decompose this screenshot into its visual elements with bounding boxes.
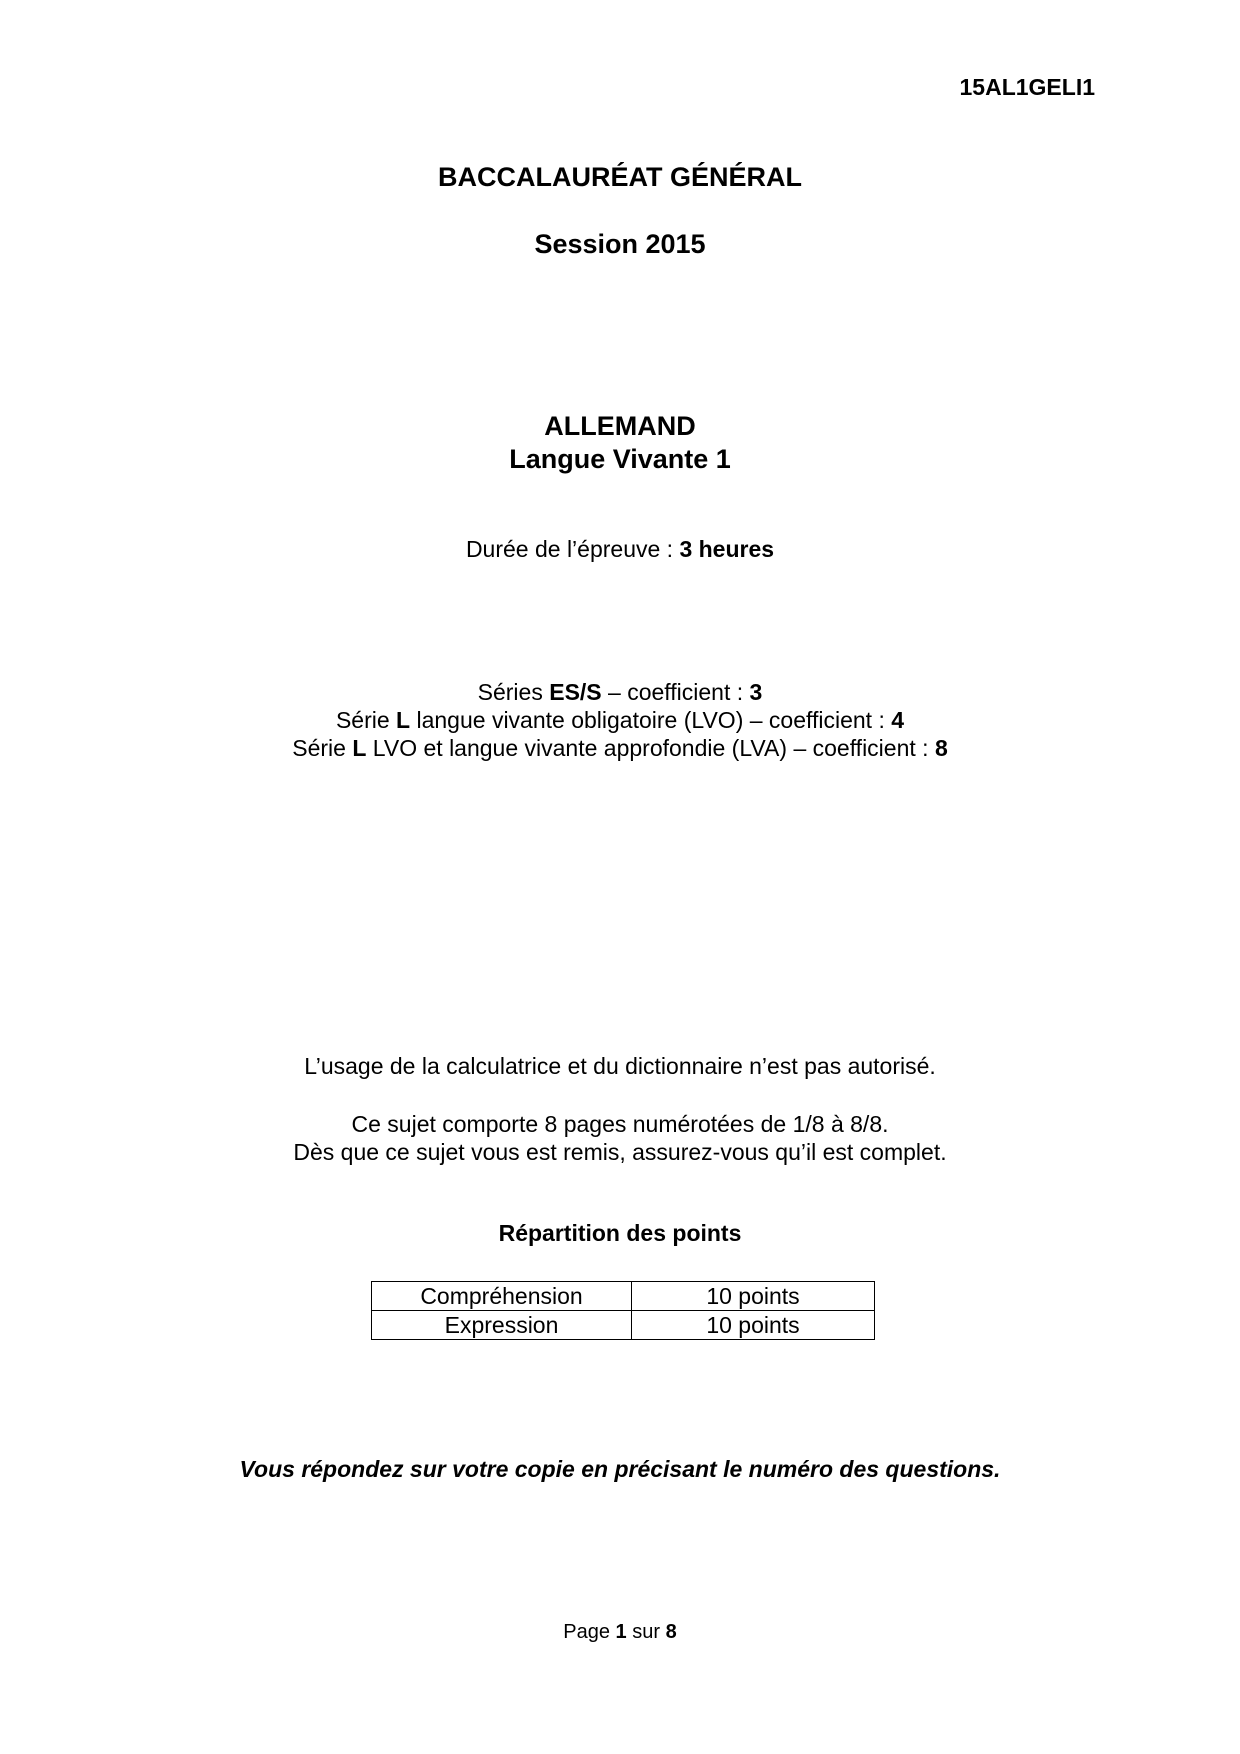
footer-middle: sur: [626, 1621, 666, 1643]
series-line: [0, 734, 1240, 762]
series-name: ES/S: [549, 679, 602, 705]
page-number: 1: [615, 1621, 627, 1643]
series-line: [0, 678, 1240, 706]
series-coefficient: 4: [891, 707, 905, 733]
table-row: [372, 1282, 875, 1311]
subject-level: Langue Vivante 1: [509, 444, 731, 474]
table-row: [372, 1311, 875, 1340]
document-code: 15AL1GELI1: [959, 74, 1095, 100]
pages-note: [0, 1110, 1240, 1166]
series-prefix: Série: [292, 735, 353, 761]
series-block: [0, 678, 1240, 762]
subject-name: ALLEMAND: [544, 411, 696, 441]
series-coefficient: 8: [934, 735, 948, 761]
series-name: L: [352, 735, 367, 761]
answer-instruction: Vous répondez sur votre copie en précisant le numéro des questions.: [239, 1456, 1001, 1482]
table-cell-points: 10 points: [632, 1282, 875, 1311]
series-line: [0, 706, 1240, 734]
table-cell-part: Compréhension: [372, 1282, 632, 1311]
exam-title: BACCALAURÉAT GÉNÉRAL: [438, 162, 802, 192]
series-prefix: Séries: [477, 679, 550, 705]
series-prefix: Série: [335, 707, 397, 733]
session-title: Session 2015: [534, 229, 706, 259]
duration-label: Durée de l’épreuve :: [465, 536, 680, 562]
page-total: 8: [665, 1621, 677, 1643]
series-name: L: [396, 707, 411, 733]
footer-prefix: Page: [563, 1621, 616, 1643]
repartition-title: Répartition des points: [498, 1220, 742, 1246]
duration-value: 3 heures: [679, 536, 775, 562]
series-text: – coefficient :: [601, 679, 750, 705]
exam-duration: [0, 536, 1240, 563]
subject-block: [0, 410, 1240, 476]
table-cell-points: 10 points: [632, 1311, 875, 1340]
pages-count: Ce sujet comporte 8 pages numérotées de 1/8 à 8/8.: [351, 1111, 889, 1137]
series-coefficient: 3: [749, 679, 763, 705]
series-text: langue vivante obligatoire (LVO) – coefficient :: [410, 707, 892, 733]
page-footer: [0, 1621, 1240, 1644]
table-cell-part: Expression: [372, 1311, 632, 1340]
pages-check: Dès que ce sujet vous est remis, assurez-vous qu’il est complet.: [293, 1139, 947, 1165]
calculator-rule: L’usage de la calculatrice et du dictionnaire n’est pas autorisé.: [304, 1053, 936, 1079]
points-table: [371, 1281, 875, 1340]
series-text: LVO et langue vivante approfondie (LVA) – coefficient :: [366, 735, 935, 761]
